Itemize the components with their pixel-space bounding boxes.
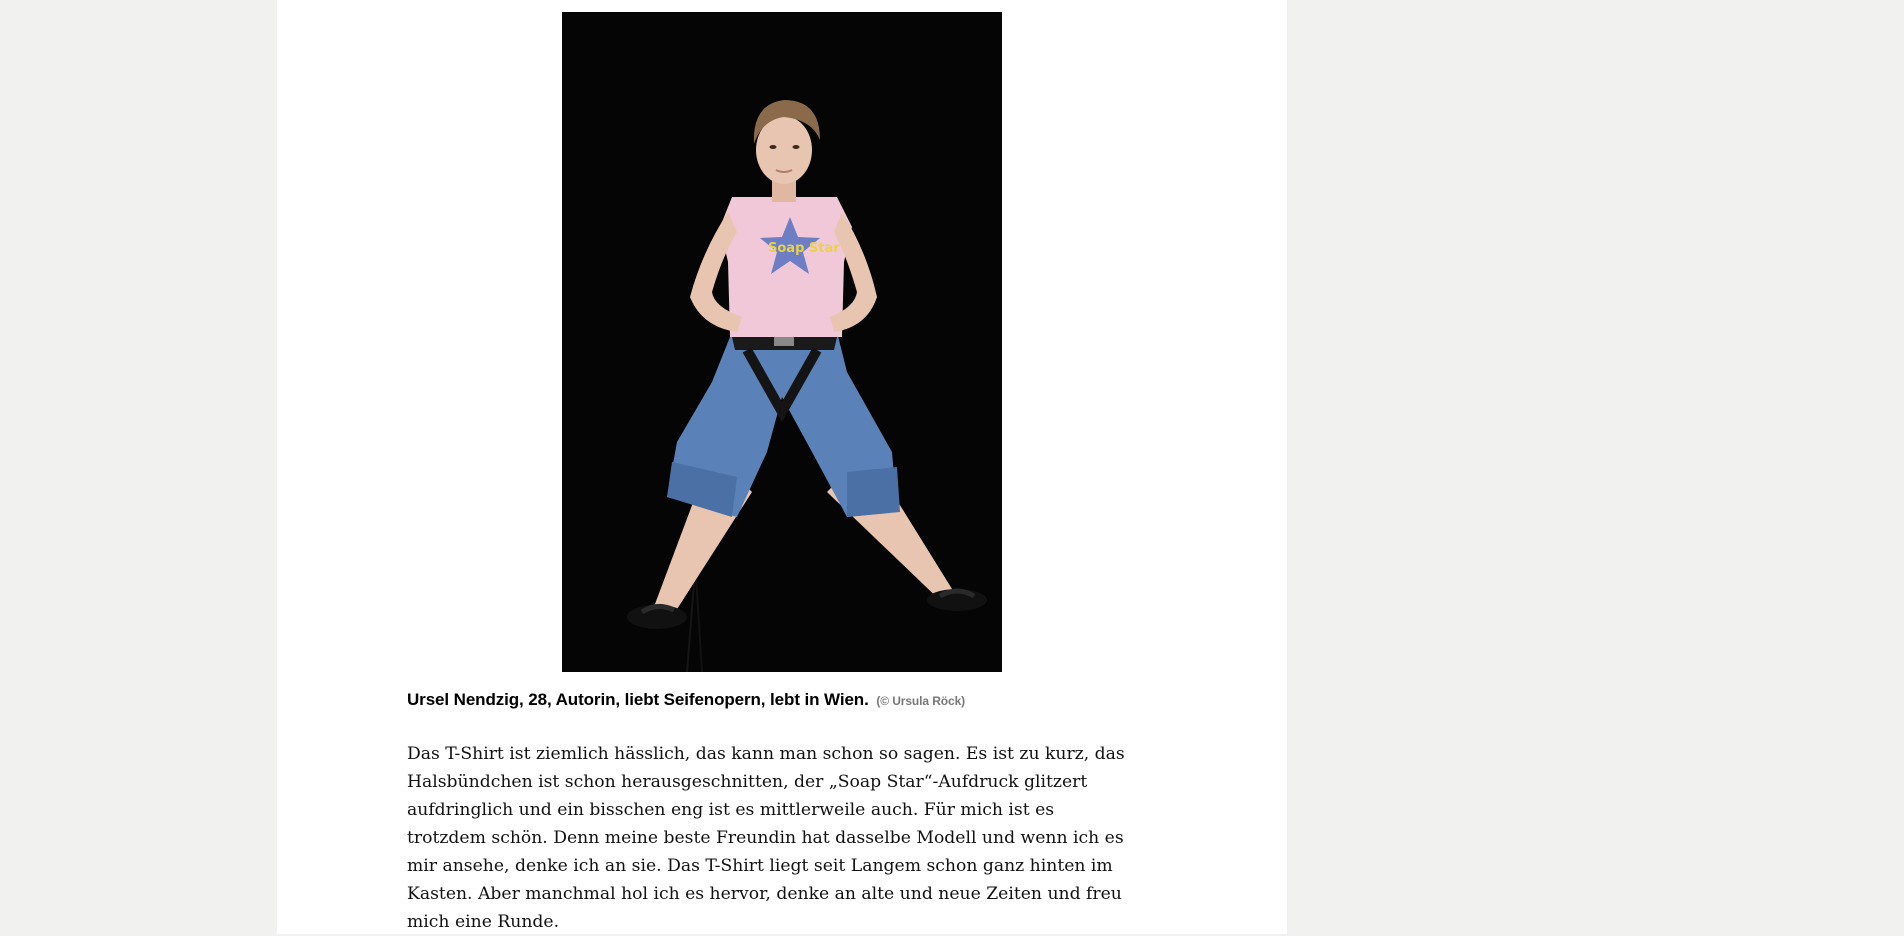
portrait-photo-icon	[562, 12, 1002, 672]
article-photo	[562, 12, 1002, 672]
caption-text: Ursel Nendzig, 28, Autorin, liebt Seifenopern, lebt in Wien.	[407, 690, 869, 709]
tshirt-print: Soap Star	[768, 241, 840, 256]
article-column	[277, 0, 1287, 934]
article-paragraph: Das T-Shirt ist ziemlich hässlich, das kann man schon so sagen. Es ist zu kurz, das Halsbündchen ist schon herausgeschnitten, der „Soap Star“-Aufdruck glitzert aufdringlich und ein bisschen eng ist es mittlerweile auch. Für mich ist es trotzdem schön. Denn meine beste Freundin hat dasselbe Modell und wenn ich es mir ansehe, denke ich an sie. Das T-Shirt liegt seit Langem schon ganz hinten im Kasten. Aber manchmal hol ich es hervor, denke an alte und neue Zeiten und freu mich eine Runde.	[407, 744, 1125, 932]
photo-caption	[407, 690, 1167, 710]
photo-credit: (© Ursula Röck)	[876, 694, 966, 708]
